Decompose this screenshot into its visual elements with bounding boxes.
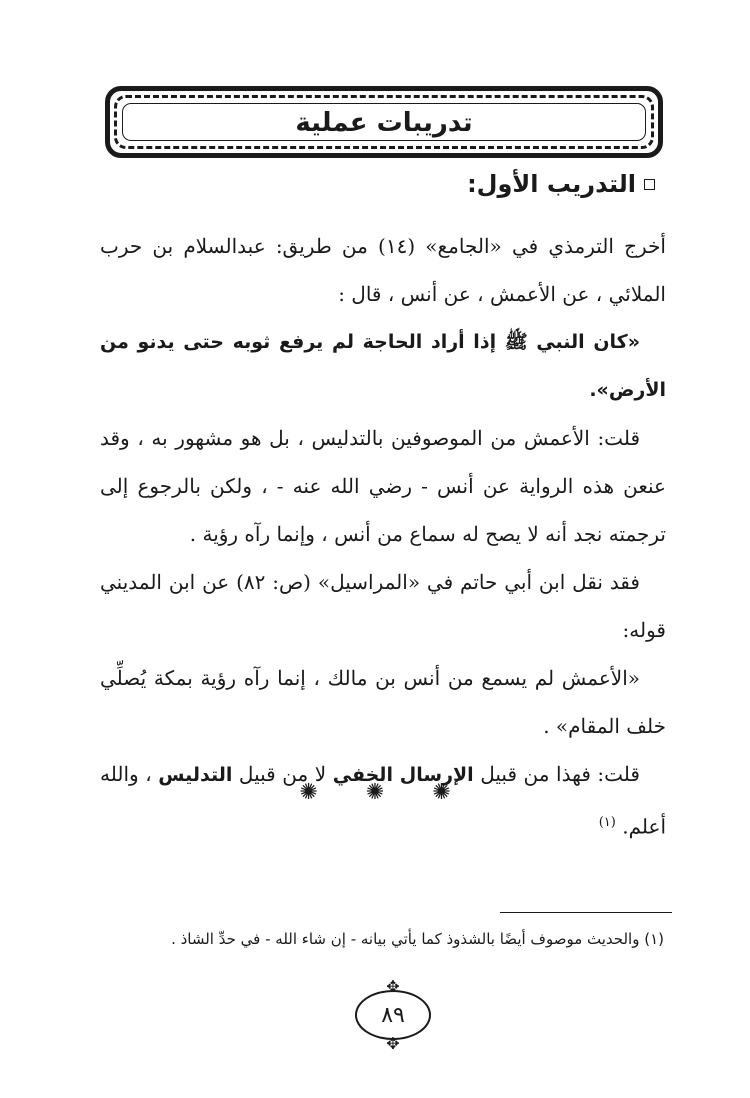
star-ornament-icon: ✺ bbox=[365, 780, 385, 805]
paragraph-hadith: «كان النبي ﷺ إذا أراد الحاجة لم يرفع ثوبه حتى يدنو من الأرض». bbox=[100, 331, 666, 401]
conclusion-end: ، والله أعلم. bbox=[100, 762, 666, 839]
title-frame bbox=[105, 86, 663, 158]
paragraph-comment: قلت: الأعمش من الموصوفين بالتدليس ، بل هو مشهور به ، وقد عنعن هذه الرواية عن أنس - رضي الله عنه - ، ولكن بالرجوع إلى ترجمته نجد أنه لا يصح له سماع من أنس ، وإنما رآه رؤية . bbox=[100, 426, 666, 546]
page-number bbox=[355, 990, 431, 1040]
paragraph-citation: أخرج الترمذي في «الجامع» (١٤) من طريق: عبدالسلام بن حرب الملائي ، عن الأعمش ، عن أنس ، قال : bbox=[100, 234, 666, 306]
paragraph-quote: «الأعمش لم يسمع من أنس بن مالك ، إنما رآه رؤية بمكة يُصلِّي خلف المقام» . bbox=[100, 666, 666, 738]
footnote-divider bbox=[500, 912, 672, 913]
page-title: تدريبات عملية bbox=[295, 108, 473, 138]
conclusion-prefix: قلت: فهذا من قبيل bbox=[473, 762, 640, 786]
section-heading-text: التدريب الأول: bbox=[467, 170, 636, 198]
conclusion-middle: لا من قبيل bbox=[232, 762, 333, 786]
footnote: (١) والحديث موصوف أيضًا بالشذوذ كما يأتي بيانه - إن شاء الله - في حدِّ الشاذ . bbox=[171, 930, 664, 948]
footnote-marker: (١) bbox=[598, 815, 616, 830]
bullet-square-icon bbox=[644, 179, 655, 190]
page-number-text: ✥ ٨٩ bbox=[381, 1002, 405, 1028]
conclusion-term-2: التدليس bbox=[158, 764, 233, 786]
star-ornament-icon: ✺ bbox=[299, 780, 318, 805]
paragraph-quote-intro: فقد نقل ابن أبي حاتم في «المراسيل» (ص: ٨٢) عن ابن المديني قوله: bbox=[100, 570, 666, 642]
body-text bbox=[100, 222, 666, 851]
star-ornament-icon: ✺ bbox=[432, 780, 451, 805]
separator-stars bbox=[0, 780, 750, 805]
section-heading bbox=[467, 170, 655, 198]
conclusion-term-1: الإرسال الخفي bbox=[332, 764, 474, 786]
